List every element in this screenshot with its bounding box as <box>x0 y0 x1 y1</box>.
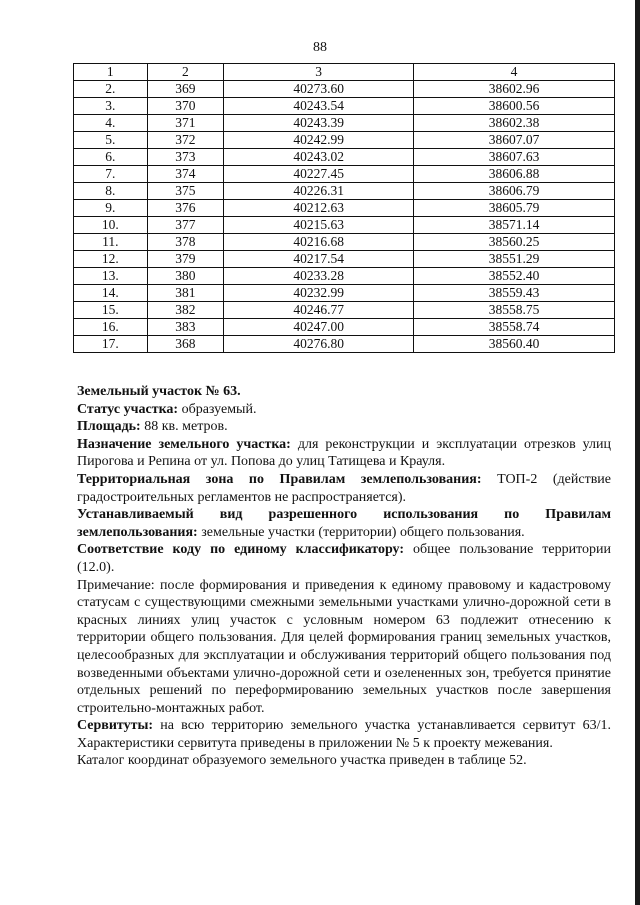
table-row <box>74 217 615 234</box>
plot-classifier-code <box>77 541 611 576</box>
table-row <box>74 166 615 183</box>
area-label: Площадь: <box>77 419 141 435</box>
use-label: Устанавливаемый вид разрешенного использования по Правилам землепользования: <box>77 507 611 540</box>
y-coordinate-cell: 38552.40 <box>414 268 615 285</box>
x-coordinate-cell: 40216.68 <box>224 234 414 251</box>
row-number-cell: 9. <box>74 200 148 217</box>
point-number-cell: 368 <box>147 336 224 353</box>
plot-servitude <box>77 717 611 752</box>
y-coordinate-cell: 38600.56 <box>414 98 615 115</box>
area-value: 88 кв. метров. <box>144 419 228 435</box>
x-coordinate-cell: 40276.80 <box>224 336 414 353</box>
page-number: 88 <box>313 40 327 55</box>
row-number-cell: 6. <box>74 149 148 166</box>
x-coordinate-cell: 40243.54 <box>224 98 414 115</box>
point-number-cell: 380 <box>147 268 224 285</box>
table-row <box>74 132 615 149</box>
point-number-cell: 371 <box>147 115 224 132</box>
y-coordinate-cell: 38607.63 <box>414 149 615 166</box>
plot-heading: Земельный участок № 63. <box>77 384 241 399</box>
plot-area <box>77 418 611 436</box>
status-label: Статус участка: <box>77 401 179 417</box>
row-number-cell: 14. <box>74 285 148 302</box>
plot-description <box>77 383 611 770</box>
table-row <box>74 200 615 217</box>
point-number-cell: 383 <box>147 319 224 336</box>
table-row <box>74 268 615 285</box>
x-coordinate-cell: 40246.77 <box>224 302 414 319</box>
scan-edge <box>635 0 640 905</box>
servitude-value: на всю территорию земельного участка устанавливается сервитут 63/1. Характеристики сервитута приведены в приложении № 5 к проекту межевания. <box>77 718 611 751</box>
y-coordinate-cell: 38560.25 <box>414 234 615 251</box>
coordinates-table <box>73 63 615 353</box>
table-body <box>74 81 615 353</box>
table-header-row <box>74 64 615 81</box>
x-coordinate-cell: 40242.99 <box>224 132 414 149</box>
point-number-cell: 379 <box>147 251 224 268</box>
x-coordinate-cell: 40273.60 <box>224 81 414 98</box>
row-number-cell: 11. <box>74 234 148 251</box>
y-coordinate-cell: 38551.29 <box>414 251 615 268</box>
row-number-cell: 8. <box>74 183 148 200</box>
purpose-value: для реконструкции и эксплуатации отрезков улиц Пирогова и Репина от ул. Попова до улиц Татищева и Крауля. <box>77 436 612 470</box>
table-row <box>74 336 615 353</box>
use-value: земельные участки (территории) общего пользования. <box>201 524 525 540</box>
table-row <box>74 285 615 302</box>
y-coordinate-cell: 38607.07 <box>414 132 615 149</box>
y-coordinate-cell: 38560.40 <box>414 336 615 353</box>
x-coordinate-cell: 40227.45 <box>224 166 414 183</box>
code-value: общее пользование территории (12.0). <box>77 542 612 575</box>
row-number-cell: 16. <box>74 319 148 336</box>
point-number-cell: 377 <box>147 217 224 234</box>
table-row <box>74 183 615 200</box>
table-row <box>74 115 615 132</box>
table-row <box>74 149 615 166</box>
row-number-cell: 10. <box>74 217 148 234</box>
x-coordinate-cell: 40217.54 <box>224 251 414 268</box>
row-number-cell: 7. <box>74 166 148 183</box>
table-row <box>74 319 615 336</box>
plot-status <box>77 401 611 419</box>
y-coordinate-cell: 38602.96 <box>414 81 615 98</box>
plot-zone <box>77 471 611 506</box>
x-coordinate-cell: 40243.02 <box>224 149 414 166</box>
point-number-cell: 376 <box>147 200 224 217</box>
purpose-label: Назначение земельного участка: <box>77 436 291 452</box>
zone-value: ТОП-2 (действие градостроительных регламентов не распространяется). <box>77 471 612 505</box>
plot-note: Примечание: после формирования и приведения к единому правовому и кадастровому статусам с существующими смежными земельными участками улично-дорожной сети в красных линиях улиц участок с условным номером 63 подлежит отнесению к территории общего пользования. Для целей формирования границ земельных участков, целесообразных для эксплуатации и обслуживания территорий общего пользования под возведенными объектами улично-дорожной сети и озелененных зон, требуется принятие отдельных решений по переформированию земельных участков после завершения строительно-монтажных работ. <box>77 577 611 716</box>
point-number-cell: 373 <box>147 149 224 166</box>
row-number-cell: 2. <box>74 81 148 98</box>
y-coordinate-cell: 38558.74 <box>414 319 615 336</box>
column-header: 2 <box>147 64 224 81</box>
column-header: 4 <box>414 64 615 81</box>
y-coordinate-cell: 38605.79 <box>414 200 615 217</box>
x-coordinate-cell: 40233.28 <box>224 268 414 285</box>
row-number-cell: 15. <box>74 302 148 319</box>
status-value: образуемый. <box>181 401 257 417</box>
point-number-cell: 378 <box>147 234 224 251</box>
row-number-cell: 17. <box>74 336 148 353</box>
y-coordinate-cell: 38602.38 <box>414 115 615 132</box>
row-number-cell: 12. <box>74 251 148 268</box>
zone-label: Территориальная зона по Правилам землепользования: <box>77 471 482 487</box>
row-number-cell: 3. <box>74 98 148 115</box>
x-coordinate-cell: 40215.63 <box>224 217 414 234</box>
x-coordinate-cell: 40232.99 <box>224 285 414 302</box>
servitude-label: Сервитуты: <box>77 718 154 734</box>
plot-permitted-use <box>77 506 611 541</box>
y-coordinate-cell: 38606.79 <box>414 183 615 200</box>
y-coordinate-cell: 38606.88 <box>414 166 615 183</box>
y-coordinate-cell: 38559.43 <box>414 285 615 302</box>
point-number-cell: 382 <box>147 302 224 319</box>
table-row <box>74 98 615 115</box>
column-header: 3 <box>224 64 414 81</box>
row-number-cell: 4. <box>74 115 148 132</box>
row-number-cell: 5. <box>74 132 148 149</box>
table-row <box>74 302 615 319</box>
y-coordinate-cell: 38571.14 <box>414 217 615 234</box>
point-number-cell: 372 <box>147 132 224 149</box>
column-header: 1 <box>74 64 148 81</box>
point-number-cell: 375 <box>147 183 224 200</box>
row-number-cell: 13. <box>74 268 148 285</box>
point-number-cell: 370 <box>147 98 224 115</box>
x-coordinate-cell: 40212.63 <box>224 200 414 217</box>
x-coordinate-cell: 40247.00 <box>224 319 414 336</box>
plot-catalog-reference: Каталог координат образуемого земельного участка приведен в таблице 52. <box>77 753 527 769</box>
table-row <box>74 234 615 251</box>
x-coordinate-cell: 40226.31 <box>224 183 414 200</box>
table-row <box>74 251 615 268</box>
plot-purpose <box>77 436 611 471</box>
point-number-cell: 381 <box>147 285 224 302</box>
point-number-cell: 374 <box>147 166 224 183</box>
y-coordinate-cell: 38558.75 <box>414 302 615 319</box>
code-label: Соответствие коду по единому классификатору: <box>77 542 405 558</box>
point-number-cell: 369 <box>147 81 224 98</box>
x-coordinate-cell: 40243.39 <box>224 115 414 132</box>
table-row <box>74 81 615 98</box>
